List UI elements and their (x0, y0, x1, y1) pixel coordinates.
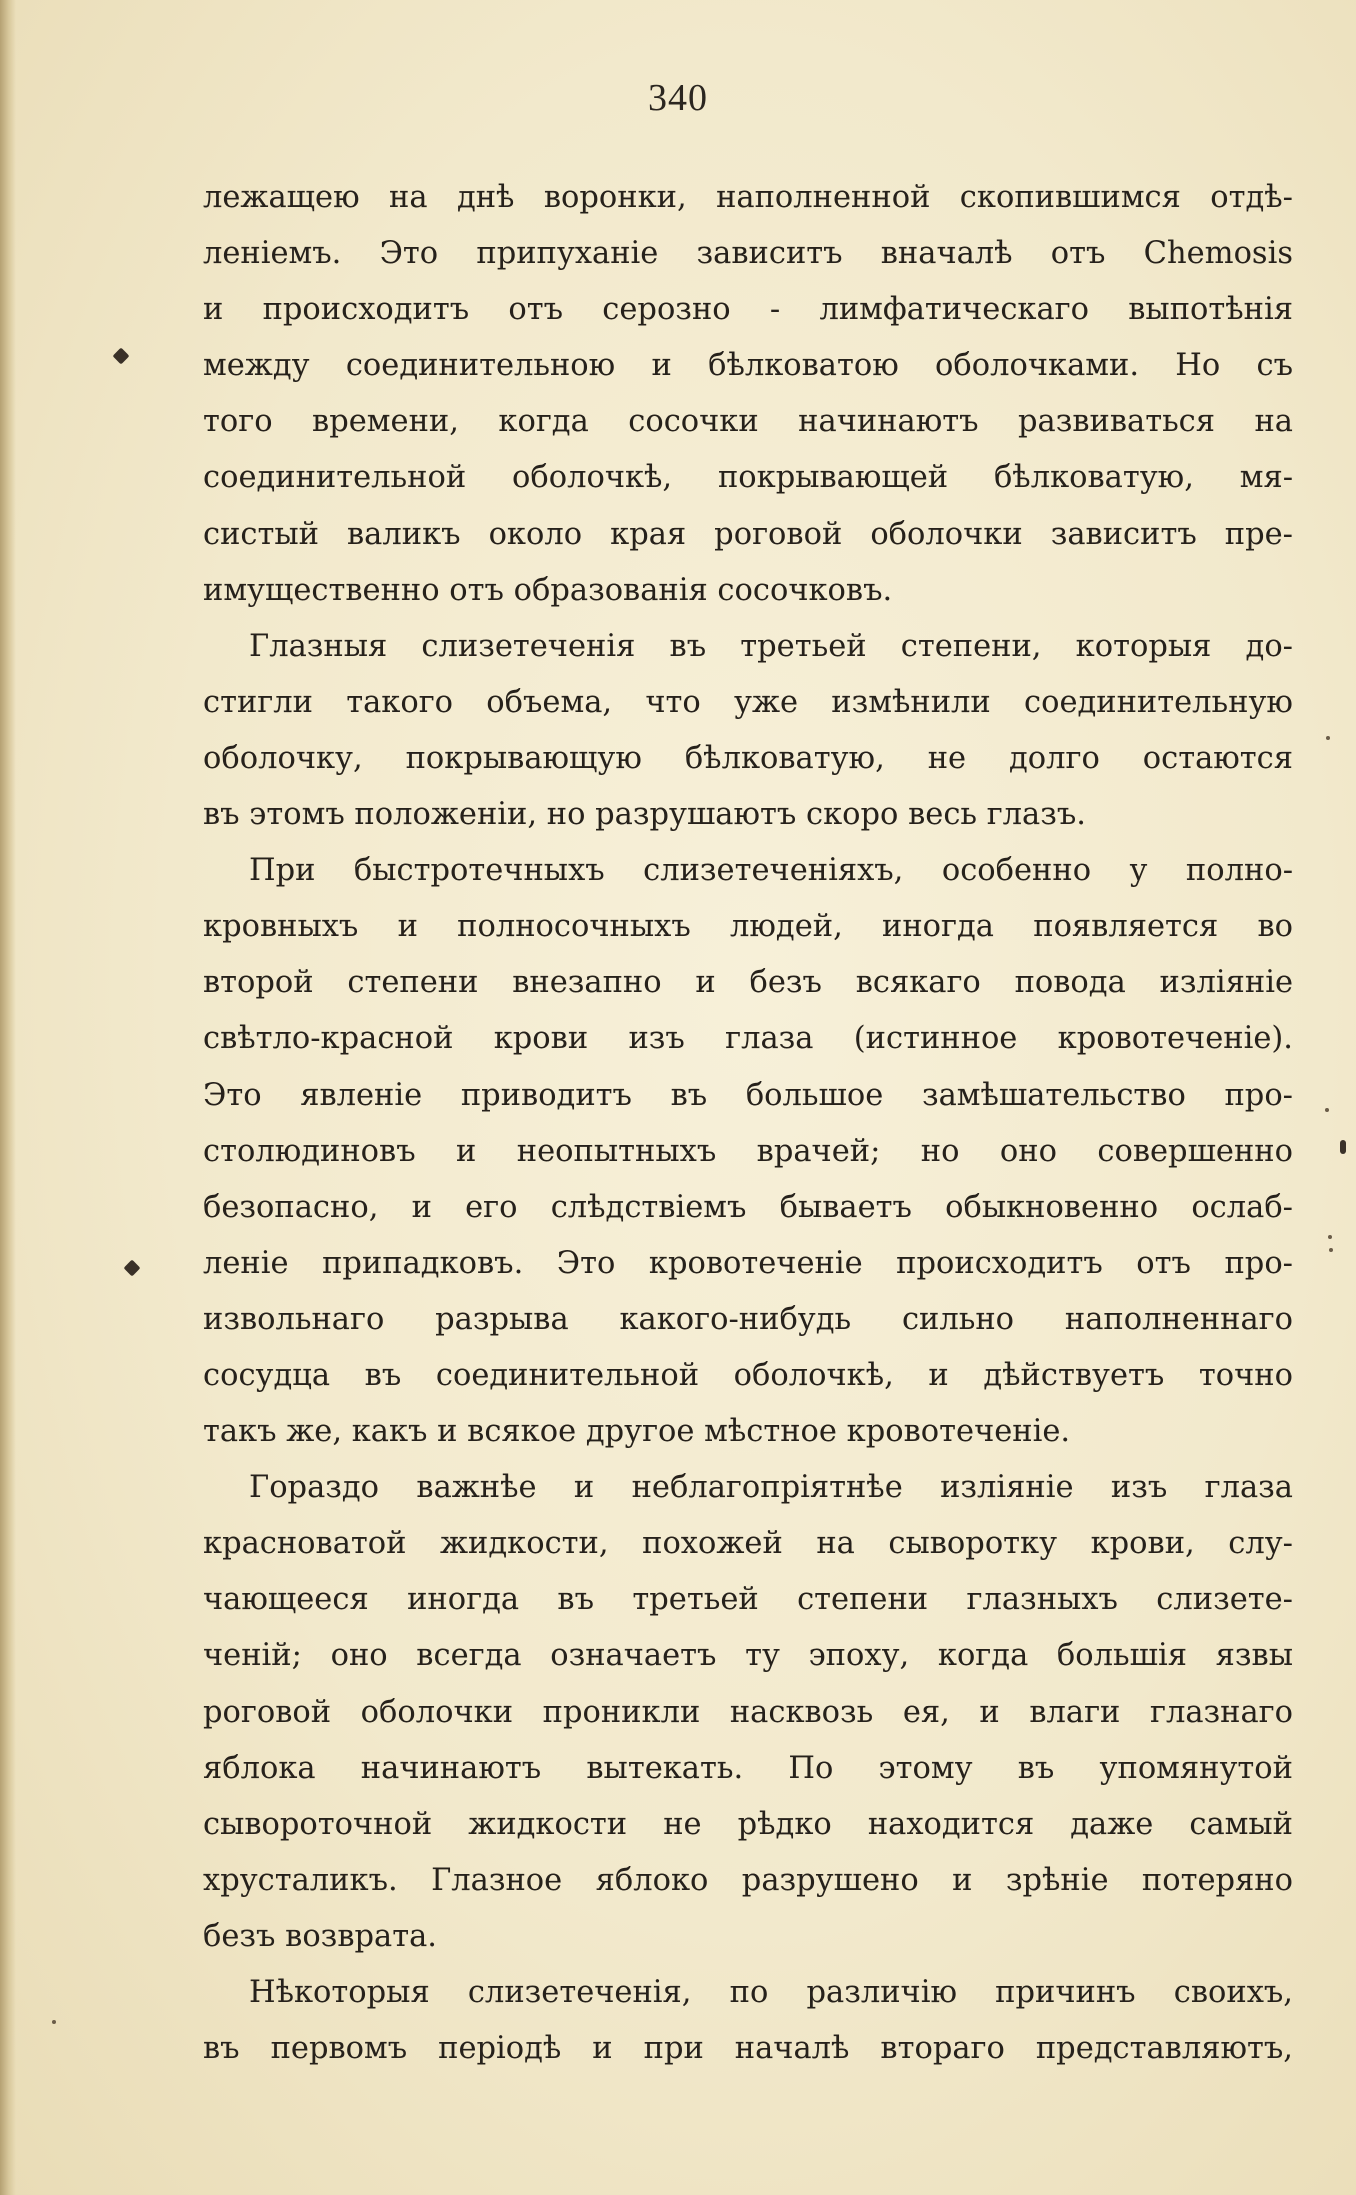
margin-mark (113, 348, 130, 365)
text-line: безъ возврата. (203, 1918, 437, 1954)
page-binding-edge (0, 0, 16, 2195)
text-line: систый валикъ около края роговой оболочки зависитъ пре- (203, 516, 1293, 552)
text-line: второй степени внезапно и безъ всякаго повода излiянiе (203, 965, 1293, 1001)
text-line: стигли такого объема, что уже измѣнили соединительную (203, 684, 1293, 720)
text-line: роговой оболочки проникли насквозь ея, и влаги глазнаго (203, 1694, 1293, 1730)
page-number: 340 (648, 77, 708, 119)
text-line: сосудца въ соединительной оболочкѣ, и дѣйствуетъ точно (203, 1357, 1293, 1393)
margin-mark (1340, 1140, 1346, 1154)
text-line: Нѣкоторыя слизетеченiя, по различiю причинъ своихъ, (249, 1975, 1293, 2010)
ink-speck (1328, 1235, 1332, 1239)
paragraph (203, 170, 1293, 619)
text-line: того времени, когда сосочки начинаютъ развиваться на (203, 404, 1293, 440)
text-line: оболочку, покрывающую бѣлковатую, не долго остаются (203, 740, 1293, 776)
text-line: имущественно отъ образованiя сосочковъ. (203, 572, 893, 608)
text-line: хрусталикъ. Глазное яблоко разрушено и зрѣнiе потеряно (203, 1862, 1293, 1898)
text-line: ленiемъ. Это припуханiе зависитъ вначалѣ отъ Chemosis (203, 236, 1293, 272)
ink-speck (1326, 736, 1330, 740)
text-line: сывороточной жидкости не рѣдко находится даже самый (203, 1806, 1293, 1842)
margin-mark (124, 1260, 141, 1277)
paragraph (203, 619, 1293, 843)
text-line: ленiе припадковъ. Это кровотеченiе происходитъ отъ про- (203, 1245, 1293, 1281)
text-line: извольнаго разрыва какого-нибудь сильно наполненнаго (203, 1301, 1293, 1337)
text-line: и происходитъ отъ серозно - лимфатическаго выпотѣнiя (203, 292, 1293, 328)
text-line: Это явленiе приводитъ въ большое замѣшательство про- (203, 1077, 1293, 1113)
text-line: такъ же, какъ и всякое другое мѣстное кровотеченiе. (203, 1414, 1071, 1450)
body-text (203, 170, 1293, 2077)
text-line: красноватой жидкости, похожей на сыворотку крови, слу- (203, 1526, 1293, 1562)
paragraph (203, 1965, 1293, 2077)
text-line: Гораздо важнѣе и неблагопрiятнѣе излiянiе изъ глаза (249, 1470, 1293, 1506)
text-line: безопасно, и его слѣдствiемъ бываетъ обыкновенно ослаб- (203, 1189, 1293, 1225)
paragraph (203, 843, 1293, 1460)
text-line: свѣтло-красной крови изъ глаза (истинное кровотеченiе). (203, 1021, 1293, 1057)
paragraph (203, 1460, 1293, 1965)
text-line: въ первомъ перiодѣ и при началѣ втораго представляютъ, (203, 2031, 1293, 2067)
text-line: При быстротечныхъ слизетеченiяхъ, особенно у полно- (249, 853, 1293, 889)
text-line: ченiй; оно всегда означаетъ ту эпоху, когда большiя язвы (203, 1638, 1293, 1674)
ink-speck (1329, 1248, 1333, 1252)
text-line: между соединительною и бѣлковатою оболочками. Но съ (203, 348, 1293, 384)
text-line: чающееся иногда въ третьей степени глазныхъ слизете- (203, 1582, 1293, 1618)
text-line: лежащею на днѣ воронки, наполненной скопившимся отдѣ- (203, 180, 1293, 215)
ink-speck (1325, 1108, 1329, 1112)
text-line: въ этомъ положенiи, но разрушаютъ скоро весь глазъ. (203, 797, 1086, 833)
ink-speck (52, 2020, 56, 2024)
text-line: столюдиновъ и неопытныхъ врачей; но оно совершенно (203, 1133, 1293, 1169)
text-line: соединительной оболочкѣ, покрывающей бѣлковатую, мя- (203, 460, 1293, 496)
text-line: яблока начинаютъ вытекать. По этому въ упомянутой (203, 1750, 1293, 1786)
text-line: Глазныя слизетеченiя въ третьей степени, которыя до- (249, 628, 1293, 664)
text-line: кровныхъ и полносочныхъ людей, иногда появляется во (203, 909, 1293, 945)
